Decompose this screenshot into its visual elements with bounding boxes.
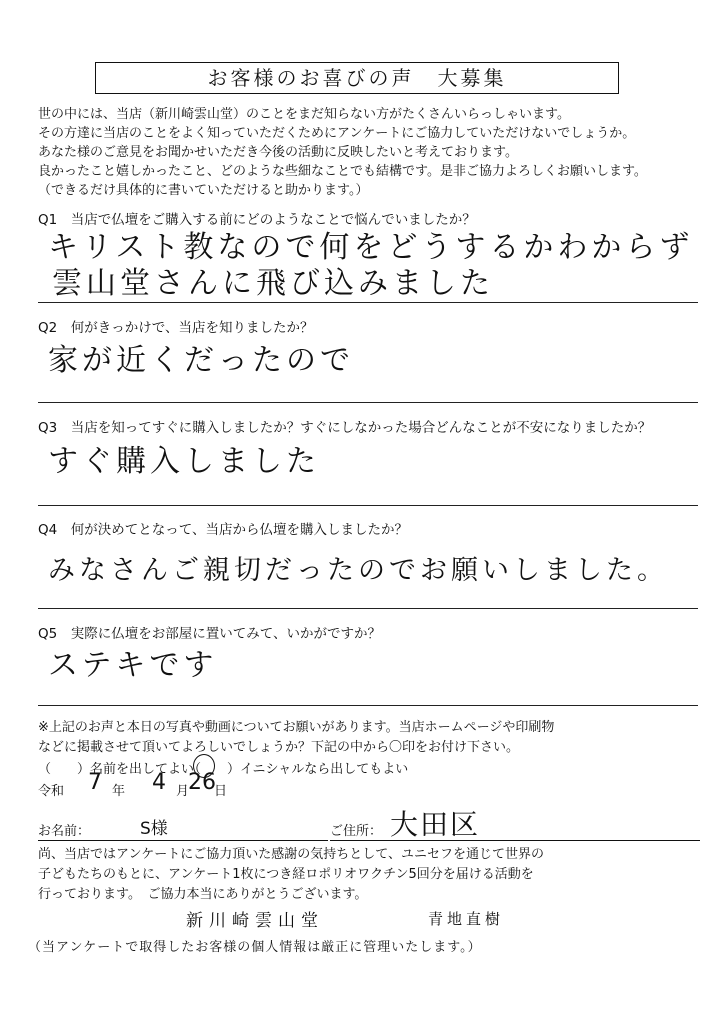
survey-title: お客様のお喜びの声 大募集 <box>95 62 619 94</box>
question-3: Q3 当店を知ってすぐに購入しましたか？すぐにしなかった場合どんなことが不安になりましたか？ <box>38 420 652 436</box>
notice-line: などに掲載させて頂いてよろしいでしょうか？下記の中から〇印をお付け下さい。 <box>38 740 520 755</box>
section-divider <box>38 505 698 506</box>
intro-line: あなた様のご意見をお聞かせいただき今後の活動に反映したいと考えております。 <box>38 145 518 160</box>
section-divider <box>38 705 698 706</box>
address-underline <box>330 840 700 841</box>
intro-line: 世の中には、当店（新川崎雲山堂）のことをまだ知らない方がたくさんいらっしゃいます。 <box>38 107 570 122</box>
answer-1-line-2: 雲山堂さんに飛び込みました <box>52 266 494 301</box>
address-label: ご住所： <box>330 824 383 839</box>
date-year-unit: 年 <box>112 784 126 799</box>
name-underline <box>38 840 328 841</box>
date-era: 令和 <box>38 784 65 799</box>
unicef-line: 子どもたちのもとに、アンケート1枚につき経ロポリオワクチン5回分を届ける活動を <box>38 867 534 882</box>
question-1: Q1 当店で仏壇をご購入する前にどのようなことで悩んでいましたか？ <box>38 212 476 228</box>
name-value: S様 <box>140 819 168 839</box>
question-5: Q5 実際に仏壇をお部屋に置いてみて、いかがですか？ <box>38 626 381 642</box>
answer-5: ステキです <box>48 648 218 683</box>
intro-line: その方達に当店のことをよく知っていただくためにアンケートにご協力していただけないでしょうか。 <box>38 126 636 141</box>
notice-line: ※上記のお声と本日の写真や動画についてお願いがあります。当店ホームページや印刷物 <box>38 720 555 735</box>
question-4: Q4 何が決めてとなって、当店から仏壇を購入しましたか？ <box>38 522 408 538</box>
date-day-unit: 日 <box>214 784 228 799</box>
answer-3: すぐ購入しました <box>48 444 320 479</box>
date-year: 7 <box>88 770 102 795</box>
option-name-ok[interactable]: （ ）名前を出してよい <box>38 762 195 777</box>
answer-1-line-1: キリスト教なので何をどうするかわからず <box>48 230 694 265</box>
intro-text <box>38 105 708 200</box>
name-label: お名前： <box>38 824 91 839</box>
intro-line: （できるだけ具体的に書いていただけると助かります。） <box>38 183 369 198</box>
intro-line: 良かったこと嬉しかったこと、どのような些細なことでも結構です。是非ご協力よろしくお願いします。 <box>38 164 647 179</box>
date-day: 26 <box>188 770 216 795</box>
section-divider <box>38 302 698 303</box>
address-value: 大田区 <box>390 808 481 841</box>
answer-4: みなさんご親切だったのでお願いしました。 <box>48 555 668 586</box>
section-divider <box>38 402 698 403</box>
date-month-unit: 月 <box>176 784 190 799</box>
question-2: Q2 何がきっかけで、当店を知りましたか？ <box>38 320 314 336</box>
answer-2: 家が近くだったので <box>48 343 354 378</box>
unicef-line: 尚、当店ではアンケートにご協力頂いた感謝の気持ちとして、ユニセフを通じて世界の <box>38 847 544 862</box>
owner-name: 青地直樹 <box>428 910 505 928</box>
date-month: 4 <box>152 770 166 795</box>
unicef-line: 行っております。 ご協力本当にありがとうございます。 <box>38 887 368 902</box>
option-initial-ok[interactable]: （ ）イニシャルなら出してもよい <box>188 762 409 777</box>
privacy-note: （当アンケートで取得したお客様の個人情報は厳正に管理いたします。） <box>28 940 482 955</box>
shop-name: 新川崎雲山堂 <box>186 911 324 931</box>
section-divider <box>38 608 698 609</box>
